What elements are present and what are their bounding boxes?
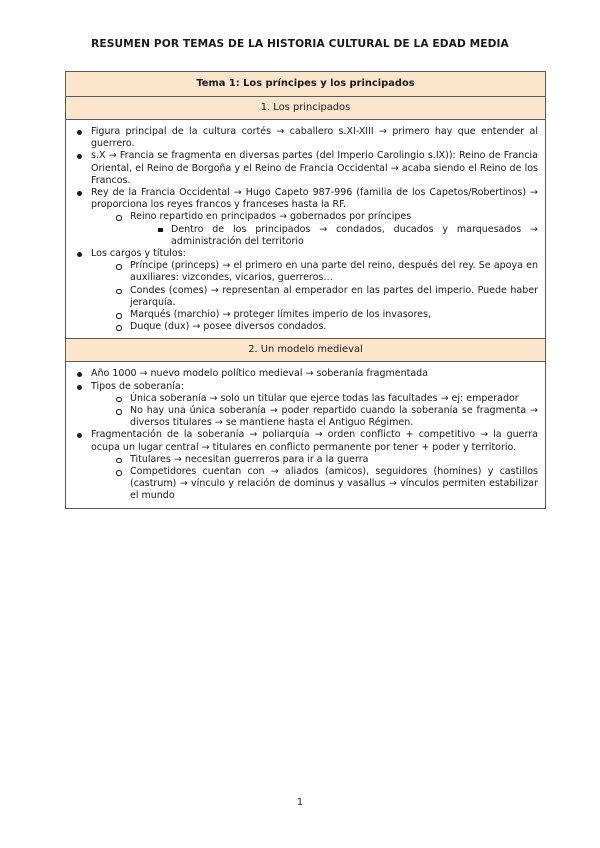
list-item: No hay una única soberanía → poder repartido cuando la soberanía se fragmenta → diversos titulares → se mantiene hasta el Antiguo Régimen. bbox=[73, 405, 538, 429]
list-item: Los cargos y títulos: bbox=[73, 248, 538, 260]
list-item: Dentro de los principados → condados, ducados y marquesados → administración del territorio bbox=[73, 224, 538, 248]
document-title: RESUMEN POR TEMAS DE LA HISTORIA CULTURAL DE LA EDAD MEDIA bbox=[91, 38, 509, 50]
list-item: Reino repartido en principados → gobernados por príncipes bbox=[73, 211, 538, 223]
list-item: Condes (comes) → representan al emperador en las partes del imperio. Puede haber jerarquía. bbox=[73, 285, 538, 309]
bullet-list bbox=[73, 126, 538, 333]
section-header: 2. Un modelo medieval bbox=[66, 338, 545, 362]
list-item: Tipos de soberanía: bbox=[73, 381, 538, 393]
topic-header: Tema 1: Los príncipes y los principados bbox=[66, 72, 545, 97]
list-item: Única soberanía → solo un titular que ejerce todas las facultades → ej: emperador bbox=[73, 393, 538, 405]
section-content bbox=[66, 120, 545, 338]
page-number: 1 bbox=[296, 797, 304, 808]
list-item: Marqués (marchio) → proteger límites imperio de los invasores, bbox=[73, 309, 538, 321]
list-item: Duque (dux) → posee diversos condados. bbox=[73, 321, 538, 333]
section-header: 1. Los principados bbox=[66, 97, 545, 120]
list-item: Rey de la Francia Occidental → Hugo Capeto 987-996 (familia de los Capetos/Robertinos) → proporciona los reyes francos y franceses hasta la RF. bbox=[73, 187, 538, 211]
list-item: Año 1000 → nuevo modelo político medieval → soberanía fragmentada bbox=[73, 368, 538, 380]
list-item: s.X → Francia se fragmenta en diversas partes (del Imperio Carolingio s.IX)): Reino de Francia Oriental, el Reino de Borgoña y el Reino de Francia Occidental → acaba siendo el Reino de los Francos. bbox=[73, 150, 538, 187]
list-item: Titulares → necesitan guerreros para ir a la guerra bbox=[73, 454, 538, 466]
section-content bbox=[66, 362, 545, 507]
list-item: Fragmentación de la soberanía → poliarquía → orden conflicto + competitivo → la guerra ocupa un lugar central → titulares en conflicto permanente por tener + poder y territorio. bbox=[73, 429, 538, 453]
bullet-list bbox=[73, 368, 538, 502]
summary-table bbox=[65, 71, 546, 509]
list-item: Competidores cuentan con → aliados (amicos), seguidores (homines) y castillos (castrum) → vínculo y relación de dominus y vasallus → vínculos permiten estabilizar el mundo bbox=[73, 466, 538, 503]
list-item: Príncipe (princeps) → el primero en una parte del reino, después del rey. Se apoya en auxiliares: vizcondes, vicarios, guerreros… bbox=[73, 260, 538, 284]
list-item: Figura principal de la cultura cortés → caballero s.XI-XIII → primero hay que entender al guerrero. bbox=[73, 126, 538, 150]
